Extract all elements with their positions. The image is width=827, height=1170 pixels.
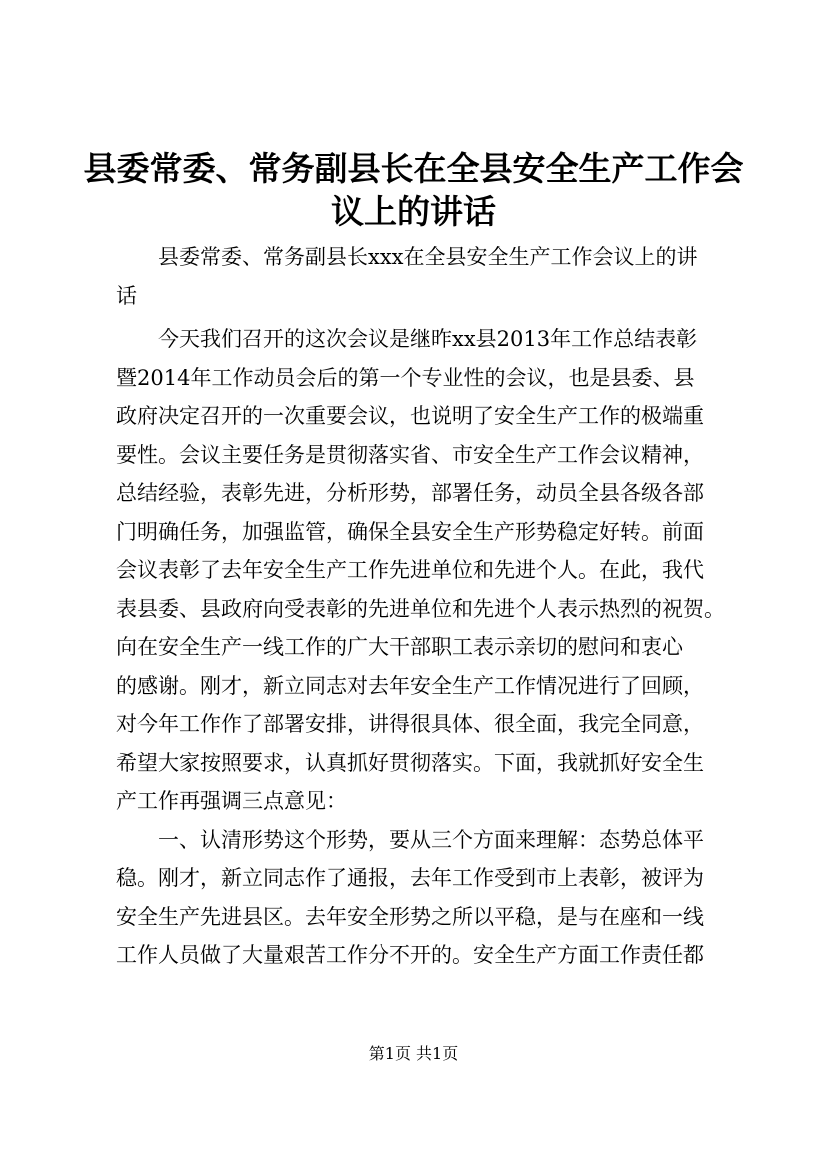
text-line: 暨2014年工作动员会后的第一个专业性的会议，也是县委、县 [116, 365, 695, 390]
text-line: 工作人员做了大量艰苦工作分不开的。安全生产方面工作责任都 [116, 943, 704, 967]
page-number: 第1页 共1页 [368, 1044, 459, 1063]
text-line: 希望大家按照要求，认真抓好贯彻落实。下面，我就抓好安全生 [116, 750, 704, 775]
text-line: 话 [116, 283, 137, 308]
document-title [60, 147, 767, 233]
paragraph-section-one [116, 821, 728, 975]
paragraph-speech-heading [116, 238, 728, 315]
text-line: 要性。会议主要任务是贯彻落实省、市安全生产工作会议精神， [116, 442, 704, 467]
title-line: 议上的讲话 [331, 192, 496, 231]
text-line: 的感谢。刚才，新立同志对去年安全生产工作情况进行了回顾， [116, 673, 704, 698]
text-line: 县委常委、常务副县长xxx在全县安全生产工作会议上的讲 [116, 245, 698, 269]
text-line: 对今年工作作了部署安排，讲得很具体、很全面，我完全同意， [116, 712, 704, 736]
text-line: 向在安全生产一线工作的广大干部职工表示亲切的慰问和衷心 [116, 635, 683, 659]
page-footer [0, 1044, 827, 1064]
text-line: 安全生产先进县区。去年安全形势之所以平稳，是与在座和一线 [116, 904, 704, 929]
text-line: 总结经验，表彰先进，分析形势，部署任务，动员全县各级各部 [116, 481, 704, 505]
text-line: 今天我们召开的这次会议是继昨xx县2013年工作总结表彰 [116, 327, 698, 351]
text-line: 会议表彰了去年安全生产工作先进单位和先进个人。在此，我代 [116, 558, 704, 582]
title-line: 县委常委、常务副县长在全县安全生产工作会 [83, 149, 744, 188]
text-line: 门明确任务，加强监管，确保全县安全生产形势稳定好转。前面 [116, 519, 704, 544]
text-line: 表县委、县政府向受表彰的先进单位和先进个人表示热烈的祝贺。 [116, 596, 725, 621]
text-line: 稳。刚才，新立同志作了通报，去年工作受到市上表彰，被评为 [116, 866, 704, 890]
text-line: 一、认清形势这个形势，要从三个方面来理解：态势总体平 [116, 827, 704, 852]
text-line: 政府决定召开的一次重要会议，也说明了安全生产工作的极端重 [116, 404, 704, 428]
document-body [116, 238, 728, 975]
paragraph-introduction [116, 320, 728, 821]
text-line: 产工作再强调三点意见： [116, 789, 347, 813]
